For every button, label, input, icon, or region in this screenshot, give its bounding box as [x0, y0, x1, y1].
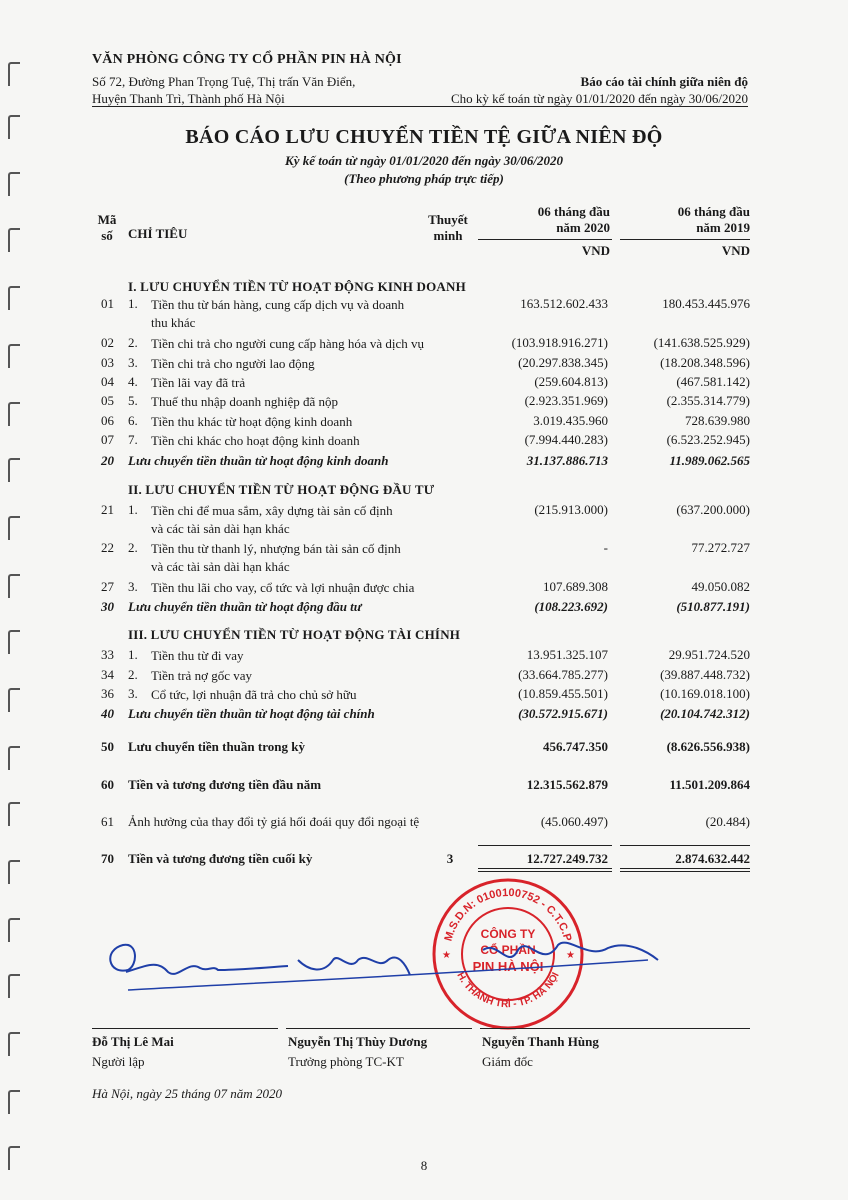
section-investing: II. LƯU CHUYỂN TIỀN TỪ HOẠT ĐỘNG ĐẦU TƯ — [128, 482, 435, 497]
col-note-header: Thuyết minh — [428, 212, 468, 243]
col-2019-currency: VND — [721, 243, 750, 258]
stamp-line-1: CÔNG TY — [480, 927, 536, 941]
col-item-header: CHỈ TIÊU — [128, 226, 188, 241]
header-rule — [92, 106, 748, 107]
subtitle-period: Kỳ kế toán từ ngày 01/01/2020 đến ngày 30/06/2020 — [285, 153, 563, 168]
address-line-1: Số 72, Đường Phan Trọng Tuệ, Thị trấn Văn Điển, — [92, 74, 356, 89]
address-line-2: Huyện Thanh Trì, Thành phố Hà Nội — [92, 91, 285, 106]
total-top-rule — [478, 845, 612, 846]
svg-text:★: ★ — [566, 950, 575, 961]
page-number: 8 — [420, 1158, 428, 1173]
stamp-ring-top: M.S.D.N: 0100100752 - C.T.C.P — [442, 886, 574, 943]
double-rule — [478, 868, 612, 869]
section-financing: III. LƯU CHUYỂN TIỀN TỪ HOẠT ĐỘNG TÀI CHÍNH — [128, 627, 461, 642]
total-top-rule — [620, 845, 750, 846]
subtitle-method: (Theo phương pháp trực tiếp) — [344, 171, 504, 186]
double-rule — [620, 871, 750, 872]
signature-rule — [480, 1028, 750, 1029]
col-2019-header: 06 tháng đầu năm 2019 — [677, 204, 750, 235]
preparer-name: Đỗ Thị Lê Mai — [92, 1034, 174, 1049]
svg-text:★: ★ — [442, 950, 451, 961]
stamp-ring-bottom: H. THANH TRÌ - TP. HÀ NỘI — [454, 970, 562, 1011]
preparer-role: Người lập — [92, 1054, 145, 1069]
signature-rule — [92, 1028, 278, 1029]
report-period: Cho kỳ kế toán từ ngày 01/01/2020 đến ngày 30/06/2020 — [451, 91, 748, 106]
col-2020-rule — [478, 239, 612, 240]
place-date: Hà Nội, ngày 25 tháng 07 năm 2020 — [92, 1086, 282, 1101]
col-2019-rule — [620, 239, 750, 240]
col-2020-currency: VND — [581, 243, 610, 258]
stamp-line-2: CỔ PHẦN — [480, 943, 536, 957]
signature-rule — [286, 1028, 472, 1029]
company-name: VĂN PHÒNG CÔNG TY CỔ PHẦN PIN HÀ NỘI — [92, 52, 402, 67]
stamp-line-3: PIN HÀ NỘI — [472, 959, 544, 974]
page-title: BÁO CÁO LƯU CHUYỂN TIỀN TỆ GIỮA NIÊN ĐỘ — [185, 126, 663, 148]
signatures-scribble — [88, 930, 688, 1020]
chief-accountant-role: Trưởng phòng TC-KT — [288, 1054, 404, 1069]
section-operating: I. LƯU CHUYỂN TIỀN TỪ HOẠT ĐỘNG KINH DOANH — [128, 279, 466, 294]
col-2020-header: 06 tháng đầu năm 2020 — [537, 204, 610, 235]
double-rule — [478, 871, 612, 872]
double-rule — [620, 868, 750, 869]
director-name: Nguyễn Thanh Hùng — [482, 1034, 599, 1049]
col-code-header: Mã số — [97, 212, 117, 243]
director-role: Giám đốc — [482, 1054, 533, 1069]
report-type: Báo cáo tài chính giữa niên độ — [580, 74, 748, 89]
chief-accountant-name: Nguyễn Thị Thùy Dương — [288, 1034, 428, 1049]
